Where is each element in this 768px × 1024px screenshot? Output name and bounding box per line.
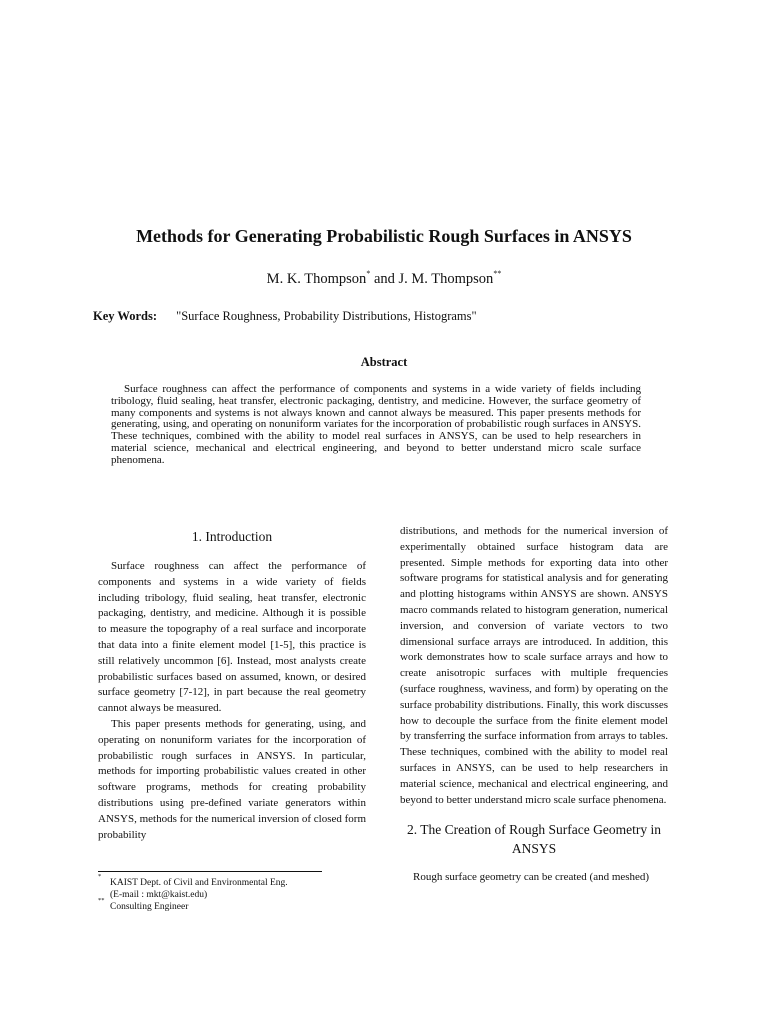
section-2-heading: 2. The Creation of Rough Surface Geometry in ANSYS	[407, 822, 661, 857]
footnote-1-line-1: KAIST Dept. of Civil and Environmental Eng.	[110, 878, 288, 888]
footnotes	[98, 873, 358, 914]
footnote-divider	[98, 871, 322, 872]
section-1-heading: 1. Introduction	[191, 529, 273, 544]
keywords-line	[93, 309, 477, 324]
author-line	[0, 271, 768, 288]
keywords-label: Key Words:	[93, 309, 158, 323]
left-column	[98, 527, 366, 843]
intro-paragraph-2: This paper presents methods for generating, using, and operating on nonuniform variates for the incorporation of probabilistic rough surfaces in ANSYS. In particular, methods for importing probabilistic values created in other software programs, methods for creating probability distributions using pre-defined variate generators within ANSYS, methods for the numerical inversion of closed form probability	[98, 717, 366, 841]
intro-paragraph-2-continued: distributions, and methods for the numerical inversion of experimentally obtained surface histogram data are presented. Simple methods for exporting data into other software programs for statistical analysis and for generating and plotting histograms within ANSYS are shown. ANSYS macro commands related to histogram generation, numerical inversion, and conversion of variate vectors to two dimensional surface arrays are introduced. In addition, this work demonstrates how to scale surface arrays and how to create anisotropic surfaces with multiple frequencies (surface roughness, waviness, and form) by operating on the surface probability distributions. Finally, this work discusses how to decouple the surface from the finite element model by transferring the surface information from arrays to tables. These techniques, combined with the ability to model real surfaces in ANSYS, can be used to help researchers in material science, mechanical and electrical engineering, and beyond to better understand micro scale surface phenomena.	[400, 525, 668, 806]
right-column	[400, 524, 668, 886]
keywords-value: "Surface Roughness, Probability Distributions, Histograms"	[176, 309, 477, 323]
footnote-2: **Consulting Engineer	[98, 897, 189, 913]
author-1: M. K. Thompson	[266, 271, 367, 287]
paper-title: Methods for Generating Probabilistic Rough Surfaces in ANSYS	[136, 226, 632, 246]
intro-paragraph-1: Surface roughness can affect the performance of components and systems in a wide variety of fields including tribology, fluid sealing, heat transfer, electronic packaging, dentistry, and medicine. Although it is possible to measure the topography of a real surface and incorporate that data into a finite element model [1-5], this practice is still relatively uncommon [6]. Instead, most analysts create probabilistic surfaces based on assumed, known, or desired surface geometry [7-12], in part because the real geometry cannot always be measured.	[98, 560, 366, 715]
abstract-heading: Abstract	[360, 355, 408, 369]
author-2-footnote-mark: **	[493, 269, 502, 278]
abstract-text: Surface roughness can affect the performance of components and systems in a wide variety of fields including tribology, fluid sealing, heat transfer, electronic packaging, dentistry, and medicine. However, the surface geometry of many components and systems is not always known and cannot always be measured. This paper presents methods for generating, using, and operating on nonuniform variates for the incorporation of probabilistic rough surfaces in ANSYS. These techniques, combined with the ability to model real surfaces in ANSYS, can be used to help researchers in material science, mechanical and electrical engineering, and beyond to better understand micro scale surface phenomena.	[111, 383, 641, 466]
author-connector: and	[370, 271, 399, 287]
section-2-paragraph-1: Rough surface geometry can be created (and meshed)	[413, 871, 650, 884]
author-2: J. M. Thompson	[398, 271, 494, 287]
footnote-1: *KAIST Dept. of Civil and Environmental Eng.	[98, 873, 288, 888]
footnote-1-line-2: (E-mail : mkt@kaist.edu)	[110, 890, 208, 901]
author-1-footnote-mark: *	[366, 269, 371, 278]
footnote-2-line-1: Consulting Engineer	[110, 902, 189, 913]
